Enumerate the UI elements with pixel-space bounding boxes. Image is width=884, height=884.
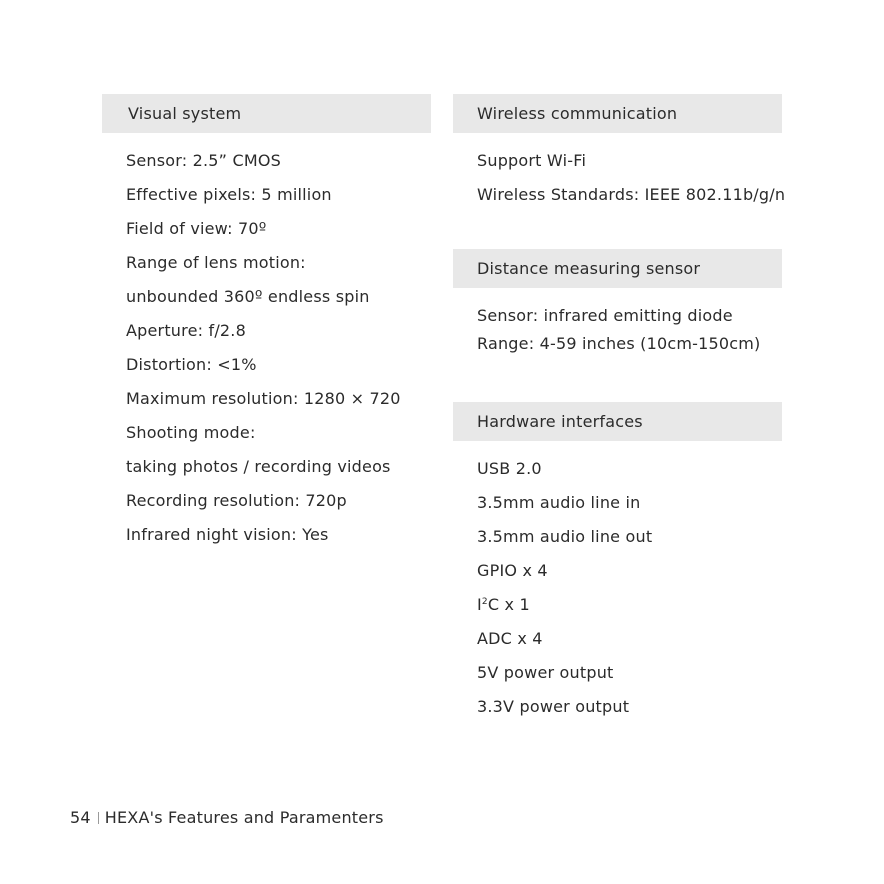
distance-sensor-item: Sensor: infrared emitting diode bbox=[477, 306, 733, 325]
distance-sensor-item: Range: 4-59 inches (10cm-150cm) bbox=[477, 334, 761, 353]
hardware-item: 3.5mm audio line in bbox=[477, 493, 641, 512]
hardware-item: 5V power output bbox=[477, 663, 614, 682]
i2c-prefix: I bbox=[477, 595, 482, 614]
visual-system-item: Infrared night vision: Yes bbox=[126, 525, 329, 544]
visual-system-item: Distortion: <1% bbox=[126, 355, 257, 374]
wireless-item: Wireless Standards: IEEE 802.11b/g/n bbox=[477, 185, 786, 204]
hardware-interfaces-header: Hardware interfaces bbox=[453, 402, 782, 441]
visual-system-item: Maximum resolution: 1280 × 720 bbox=[126, 389, 401, 408]
hardware-item: USB 2.0 bbox=[477, 459, 542, 478]
i2c-superscript: 2 bbox=[481, 597, 488, 607]
wireless-item: Support Wi-Fi bbox=[477, 151, 587, 170]
visual-system-item: Field of view: 70º bbox=[126, 219, 267, 238]
page-number: 54 bbox=[70, 808, 91, 827]
footer-divider bbox=[98, 812, 99, 824]
visual-system-item: unbounded 360º endless spin bbox=[126, 287, 370, 306]
visual-system-item: Sensor: 2.5” CMOS bbox=[126, 151, 281, 170]
visual-system-item: Recording resolution: 720p bbox=[126, 491, 347, 510]
wireless-header: Wireless communication bbox=[453, 94, 782, 133]
visual-system-item: taking photos / recording videos bbox=[126, 457, 391, 476]
i2c-suffix: C x 1 bbox=[487, 595, 530, 614]
visual-system-header: Visual system bbox=[102, 94, 431, 133]
visual-system-item: Aperture: f/2.8 bbox=[126, 321, 246, 340]
visual-system-item: Effective pixels: 5 million bbox=[126, 185, 332, 204]
hardware-item-i2c bbox=[477, 595, 530, 615]
visual-system-item: Range of lens motion: bbox=[126, 253, 306, 272]
visual-system-item: Shooting mode: bbox=[126, 423, 256, 442]
hardware-item: 3.3V power output bbox=[477, 697, 630, 716]
hardware-item: ADC x 4 bbox=[477, 629, 543, 648]
hardware-item: GPIO x 4 bbox=[477, 561, 548, 580]
distance-sensor-header: Distance measuring sensor bbox=[453, 249, 782, 288]
hardware-item: 3.5mm audio line out bbox=[477, 527, 653, 546]
footer-title: HEXA's Features and Paramenters bbox=[104, 808, 384, 827]
page-footer bbox=[70, 808, 384, 828]
